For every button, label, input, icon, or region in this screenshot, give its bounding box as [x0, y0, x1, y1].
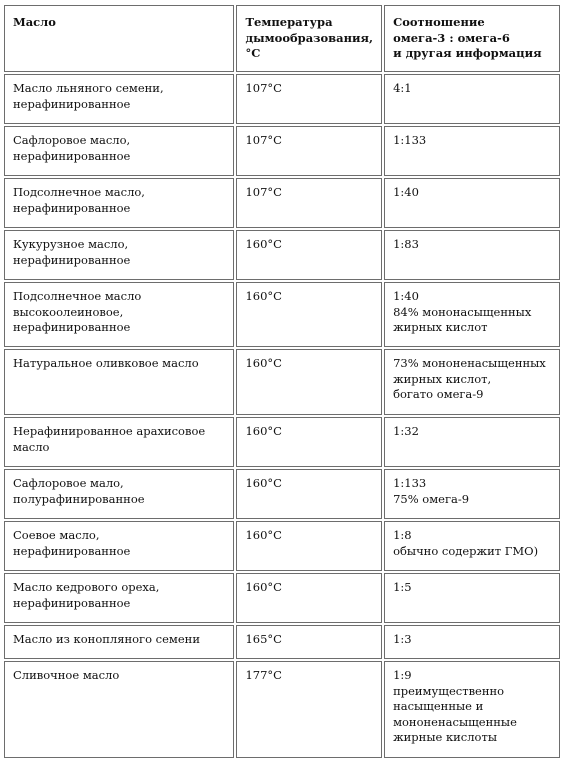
oil-name-cell: Масло из конопляного семени: [4, 625, 234, 659]
table-row: [4, 282, 560, 347]
table-row: [4, 74, 560, 124]
smoke-point-cell: 160°C: [236, 521, 382, 571]
table-row: [4, 349, 560, 415]
smoke-point-cell: 160°C: [236, 230, 382, 280]
smoke-point-cell: 165°C: [236, 625, 382, 659]
oil-name-cell: Подсолнечное масло высокоолеиновое, нерафинированное: [4, 282, 234, 347]
table-row: [4, 573, 560, 623]
table-header-row: [4, 5, 560, 72]
oil-name-cell: Масло льняного семени, нерафинированное: [4, 74, 234, 124]
oil-name-cell: Масло кедрового ореха, нерафинированное: [4, 573, 234, 623]
oil-name-cell: Натуральное оливковое масло: [4, 349, 234, 415]
omega-info-cell: 4:1: [384, 74, 560, 124]
table-row: [4, 417, 560, 467]
omega-info-cell: 73% мононенасыщенных жирных кислот, богато омега-9: [384, 349, 560, 415]
table-row: [4, 661, 560, 758]
table-row: [4, 126, 560, 176]
smoke-point-cell: 160°C: [236, 349, 382, 415]
smoke-point-cell: 160°C: [236, 469, 382, 519]
smoke-point-cell: 107°C: [236, 178, 382, 228]
omega-info-cell: 1:3: [384, 625, 560, 659]
table-row: [4, 625, 560, 659]
smoke-point-cell: 107°C: [236, 126, 382, 176]
oil-name-cell: Сафлоровое масло, нерафинированное: [4, 126, 234, 176]
smoke-point-cell: 160°C: [236, 417, 382, 467]
oil-name-cell: Сафлоровое мало, полурафинированное: [4, 469, 234, 519]
omega-info-cell: 1:133: [384, 126, 560, 176]
smoke-point-cell: 177°C: [236, 661, 382, 758]
oil-smoke-point-table: [2, 3, 562, 760]
omega-info-cell: 1:8 обычно содержит ГМО): [384, 521, 560, 571]
omega-info-cell: 1:9 преимущественно насыщенные и мононенасыщенные жирные кислоты: [384, 661, 560, 758]
header-smoke-point: Температура дымообразования, °C: [236, 5, 382, 72]
omega-info-cell: 1:133 75% омега-9: [384, 469, 560, 519]
oil-table-container: [2, 3, 562, 760]
oil-name-cell: Кукурузное масло, нерафинированное: [4, 230, 234, 280]
omega-info-cell: 1:40: [384, 178, 560, 228]
smoke-point-cell: 160°C: [236, 282, 382, 347]
oil-name-cell: Подсолнечное масло, нерафинированное: [4, 178, 234, 228]
table-row: [4, 469, 560, 519]
table-row: [4, 521, 560, 571]
smoke-point-cell: 107°C: [236, 74, 382, 124]
omega-info-cell: 1:5: [384, 573, 560, 623]
omega-info-cell: 1:40 84% мононасыщенных жирных кислот: [384, 282, 560, 347]
table-row: [4, 230, 560, 280]
omega-info-cell: 1:83: [384, 230, 560, 280]
oil-name-cell: Соевое масло, нерафинированное: [4, 521, 234, 571]
oil-name-cell: Сливочное масло: [4, 661, 234, 758]
header-oil: Масло: [4, 5, 234, 72]
header-omega-ratio: Соотношение омега-3 : омега-6 и другая информация: [384, 5, 560, 72]
table-row: [4, 178, 560, 228]
smoke-point-cell: 160°C: [236, 573, 382, 623]
oil-name-cell: Нерафинированное арахисовое масло: [4, 417, 234, 467]
omega-info-cell: 1:32: [384, 417, 560, 467]
